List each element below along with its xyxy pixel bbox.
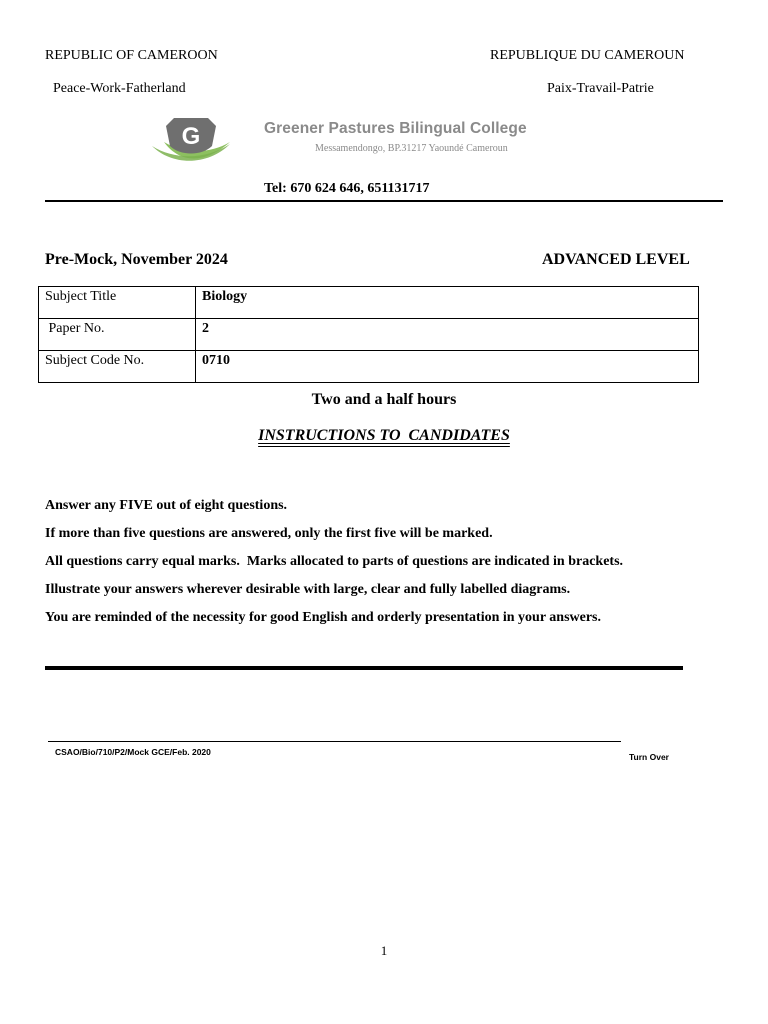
subject-info-table <box>38 286 699 383</box>
college-address: Messamendongo, BP.31217 Yaoundé Cameroun <box>315 143 508 154</box>
exam-level: ADVANCED LEVEL <box>542 251 690 268</box>
instruction-line: Answer any FIVE out of eight questions. <box>45 498 288 513</box>
instruction-line: Illustrate your answers wherever desirable with large, clear and fully labelled diagrams. <box>45 582 571 597</box>
country-name-english: REPUBLIC OF CAMEROON <box>45 48 218 63</box>
footer-rule <box>48 741 621 742</box>
instructions-divider <box>45 666 683 670</box>
exam-duration: Two and a half hours <box>311 391 457 408</box>
instruction-line: If more than five questions are answered, only the first five will be marked. <box>45 526 493 541</box>
subject-code-label: Subject Code No. <box>39 351 196 383</box>
table-row <box>39 319 699 351</box>
paper-number-label: Paper No. <box>39 319 196 351</box>
instruction-line: You are reminded of the necessity for good English and orderly presentation in your answers. <box>45 610 602 625</box>
country-name-french: REPUBLIQUE DU CAMEROUN <box>490 48 685 63</box>
college-name: Greener Pastures Bilingual College <box>264 120 527 137</box>
table-row <box>39 287 699 319</box>
college-telephone: Tel: 670 624 646, 651131717 <box>264 181 430 196</box>
subject-title-value: Biology <box>196 287 699 319</box>
subject-code-value: 0710 <box>196 351 699 383</box>
motto-english: Peace-Work-Fatherland <box>53 81 186 96</box>
subject-title-label: Subject Title <box>39 287 196 319</box>
logo-letter: G <box>181 123 201 150</box>
motto-french: Paix-Travail-Patrie <box>547 81 654 96</box>
header-divider <box>45 200 723 202</box>
college-logo <box>150 114 232 164</box>
page-number: 1 <box>380 943 388 958</box>
footer-paper-code: CSAO/Bio/710/P2/Mock GCE/Feb. 2020 <box>55 747 211 757</box>
turn-over-note: Turn Over <box>629 752 669 762</box>
instruction-line: All questions carry equal marks. Marks allocated to parts of questions are indicated in brackets. <box>45 554 624 569</box>
instructions-title: INSTRUCTIONS TO CANDIDATES <box>258 427 510 444</box>
exam-session: Pre-Mock, November 2024 <box>45 251 228 268</box>
table-row <box>39 351 699 383</box>
paper-number-value: 2 <box>196 319 699 351</box>
